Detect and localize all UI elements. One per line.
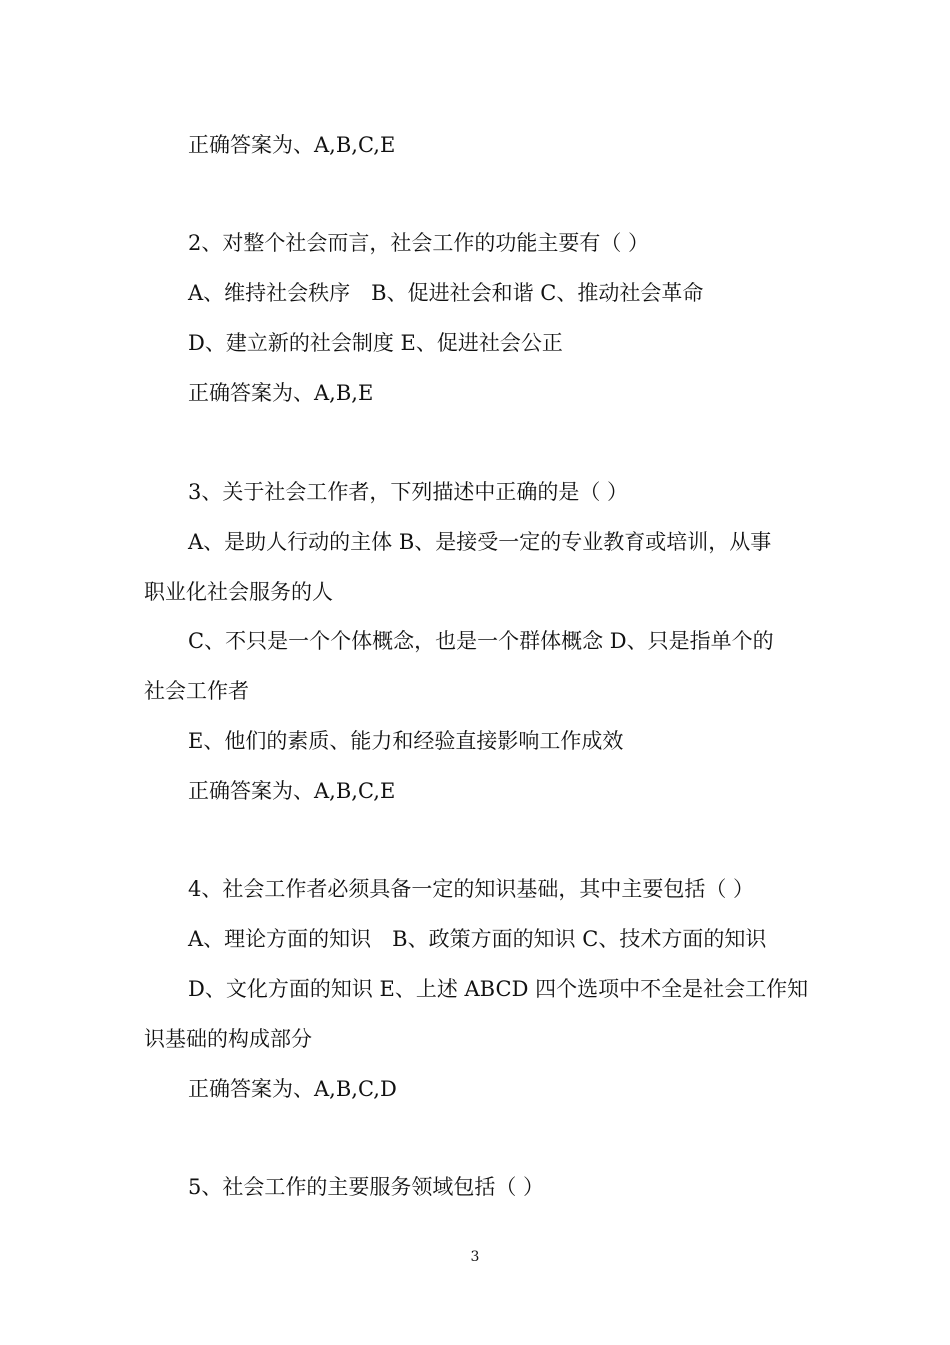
question-3: 3、关于社会工作者，下列描述中正确的是（ ） [188,480,629,504]
question-4-options-line-2-continued: 识基础的构成部分 [144,1027,312,1051]
question-4-options-line-1: A、理论方面的知识 B、政策方面的知识 C、技术方面的知识 [188,927,767,951]
question-4: 4、社会工作者必须具备一定的知识基础，其中主要包括（ ） [188,877,755,901]
page-number: 3 [470,1249,480,1265]
question-3-options-line-1-continued: 职业化社会服务的人 [144,580,333,604]
question-2-options-line-2: D、建立新的社会制度 E、促进社会公正 [188,331,563,355]
question-3-options-line-3: E、他们的素质、能力和经验直接影响工作成效 [188,729,624,753]
question-3-options-line-1: A、是助人行动的主体 B、是接受一定的专业教育或培训，从事 [188,530,772,554]
question-4-options-line-2: D、文化方面的知识 E、上述 ABCD 四个选项中不全是社会工作知 [188,977,809,1001]
question-3-options-line-2-continued: 社会工作者 [144,679,249,703]
answer-q3: 正确答案为、A,B,C,E [188,779,396,803]
question-3-options-line-2: C、不只是一个个体概念，也是一个群体概念 D、只是指单个的 [188,629,774,653]
question-5: 5、社会工作的主要服务领域包括（ ） [188,1175,545,1199]
answer-q2: 正确答案为、A,B,E [188,381,374,405]
answer-q1: 正确答案为、A,B,C,E [188,133,396,157]
question-2: 2、对整个社会而言，社会工作的功能主要有（ ） [188,231,650,255]
question-2-options-line-1: A、维持社会秩序 B、促进社会和谐 C、推动社会革命 [188,281,704,305]
answer-q4: 正确答案为、A,B,C,D [188,1077,397,1101]
